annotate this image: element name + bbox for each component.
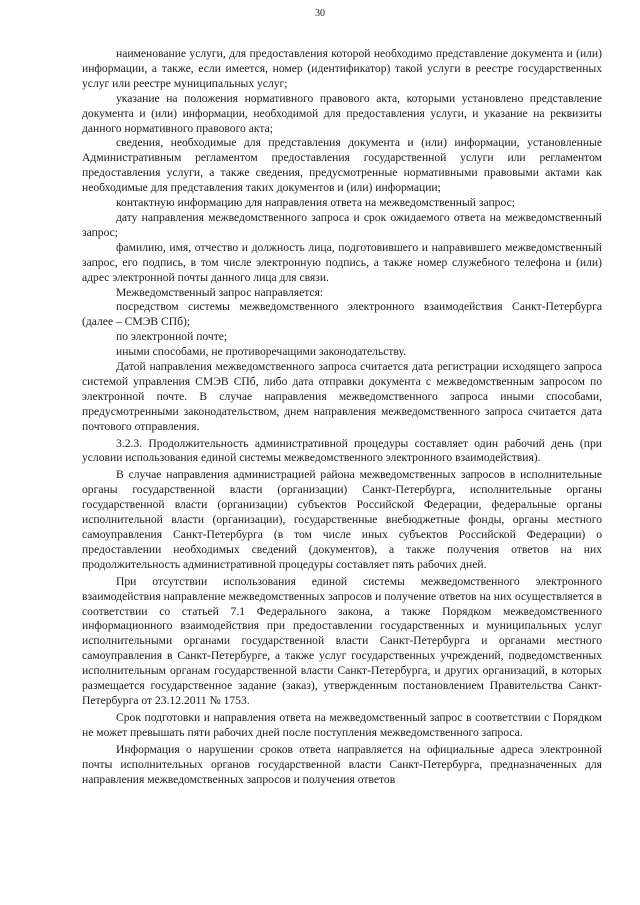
paragraph: фамилию, имя, отчество и должность лица, подготовившего и направившего межведомственный запрос, его подпись, в том числе электронную подпись, а также номер служебного телефона и (или) адрес электронной почты данного лица для связи. xyxy=(82,240,602,284)
paragraph: Информация о нарушении сроков ответа направляется на официальные адреса электронной почты исполнительных органов государственной власти Санкт-Петербурга, предназначенных для направления межведомственных запросов и получения ответов xyxy=(82,742,602,786)
paragraph: указание на положения нормативного правового акта, которыми установлено представление документа и (или) информации, необходимой для предоставления услуги, и указание на реквизиты данного нормативного правового акта; xyxy=(82,91,602,135)
paragraph: посредством системы межведомственного электронного взаимодействия Санкт-Петербурга (далее – СМЭВ СПб); xyxy=(82,300,602,329)
paragraph: Датой направления межведомственного запроса считается дата регистрации исходящего запроса системой управления СМЭВ СПб, либо дата отправки документа с межведомственным запросом по электронной почте. В случае направления межведомственного запроса иными способами, предусмотренными законодательством, днем направления межведомственного запроса считается дата почтового отправления. xyxy=(82,360,602,433)
paragraph: по электронной почте; xyxy=(116,330,228,344)
paragraph: наименование услуги, для предоставления которой необходимо представление документа и (или) информации, а также, если имеется, номер (идентификатор) такой услуги в реестре государственных услуг или реестре муниципальных услуг; xyxy=(82,47,602,90)
paragraph: В случае направления администрацией района межведомственных запросов в исполнительные органы государственной власти (организации) Санкт-Петербурга, исполнительные органы государственной власти (организации) субъектов Российской Федерации, федеральные органы исполнительной власти (организации), государственные внебюджетные фонды, органы местного самоуправления Санкт-Петербурга (в том числе иных субъектов Российской Федерации) о предоставлении необходимых сведений (документов), а также получения ответов на них продолжительность административной процедуры составляет пять рабочих дней. xyxy=(82,468,602,571)
paragraph: сведения, необходимые для представления документа и (или) информации, установленные Административным регламентом предоставления государственной услуги или регламентом предоставления услуги, а также сведения, предусмотренные нормативными правовыми актами как необходимые для представления таких документов и (или) информации; xyxy=(82,136,602,195)
paragraph: контактную информацию для направления ответа на межведомственный запрос; xyxy=(116,196,515,210)
paragraph: При отсутствии использования единой системы межведомственного электронного взаимодействия направление межведомственных запросов и получение ответов на них осуществляется в соответствии со статьей 7.1 Федерального закона, а также Порядком межведомственного информационного взаимодействия при предоставлении государственных и муниципальных услуг исполнительными органами государственной власти Санкт-Петербурга и органами местного самоуправления в Санкт-Петербурге, а также услуг государственных учреждений, подведомственных исполнительным органам государственной власти Санкт-Петербурга, и других организаций, в которых размещается государственное задание (заказ), утвержденным постановлением Правительства Санкт-Петербурга от 23.12.2011 № 1753. xyxy=(82,574,602,707)
paragraph: Межведомственный запрос направляется: xyxy=(116,285,324,299)
paragraph: дату направления межведомственного запроса и срок ожидаемого ответа на межведомственный запрос; xyxy=(82,210,602,239)
paragraph: иными способами, не противоречащими законодательству. xyxy=(116,345,407,359)
paragraph: 3.2.3. Продолжительность административной процедуры составляет один рабочий день (при условии использования единой системы межведомственного электронного взаимодействия). xyxy=(82,436,602,465)
document-body xyxy=(82,47,602,787)
paragraph: Срок подготовки и направления ответа на межведомственный запрос в соответствии с Порядком не может превышать пяти рабочих дней после поступления межведомственного запроса. xyxy=(82,710,602,739)
page-number: 30 xyxy=(315,8,325,19)
